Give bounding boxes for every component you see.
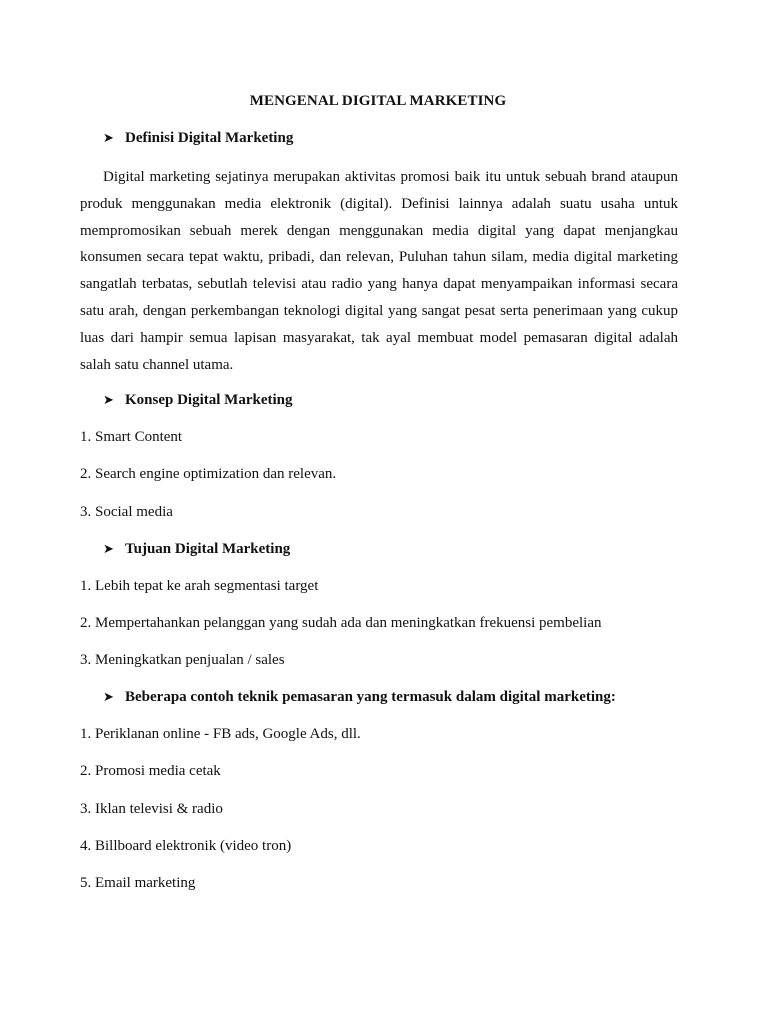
- section-heading-definisi: [103, 130, 293, 147]
- arrowhead-bullet-icon: ➤: [103, 131, 114, 146]
- section-heading-label: Konsep Digital Marketing: [125, 392, 293, 408]
- document-title: MENGENAL DIGITAL MARKETING: [249, 93, 507, 109]
- arrowhead-bullet-icon: ➤: [103, 690, 114, 705]
- list-item: 2. Mempertahankan pelanggan yang sudah ada dan meningkatkan frekuensi pembelian: [80, 615, 602, 631]
- section-heading-label: Beberapa contoh teknik pemasaran yang termasuk dalam digital marketing:: [125, 689, 616, 705]
- list-item: 3. Iklan televisi & radio: [80, 801, 223, 817]
- arrowhead-bullet-icon: ➤: [103, 393, 114, 408]
- section-heading-label: Tujuan Digital Marketing: [125, 541, 291, 557]
- section-heading-tujuan: [103, 541, 290, 558]
- list-item: 3. Social media: [80, 504, 173, 520]
- section-heading-konsep: [103, 392, 293, 409]
- list-item: 1. Smart Content: [80, 429, 183, 445]
- list-item: 5. Email marketing: [80, 875, 196, 891]
- definition-paragraph: Digital marketing sejatinya merupakan aktivitas promosi baik itu untuk sebuah brand ataupun produk menggunakan media elektronik (digital). Definisi lainnya adalah suatu usaha untuk mempromosikan sebuah merek dengan menggunakan media digital yang dapat menjangkau konsumen secara tepat waktu, pribadi, dan relevan, Puluhan tahun silam, media digital marketing sangatlah terbatas, sebutlah televisi atau radio yang hanya dapat menyampaikan informasi secara satu arah, dengan perkembangan teknologi digital yang sangat pesat serta penerimaan yang cukup luas dari hampir semua lapisan masyarakat, tak ayal membuat model pemasaran digital adalah salah satu channel utama.: [80, 169, 678, 373]
- list-item: 3. Meningkatkan penjualan / sales: [80, 652, 285, 668]
- arrowhead-bullet-icon: ➤: [103, 542, 114, 557]
- section-heading-teknik: [103, 689, 616, 706]
- list-item: 2. Search engine optimization dan relevan.: [80, 466, 337, 482]
- section-heading-label: Definisi Digital Marketing: [125, 130, 294, 146]
- list-item: 1. Periklanan online - FB ads, Google Ads, dll.: [80, 726, 361, 742]
- list-item: 1. Lebih tepat ke arah segmentasi target: [80, 578, 319, 594]
- list-item: 4. Billboard elektronik (video tron): [80, 838, 292, 854]
- list-item: 2. Promosi media cetak: [80, 763, 221, 779]
